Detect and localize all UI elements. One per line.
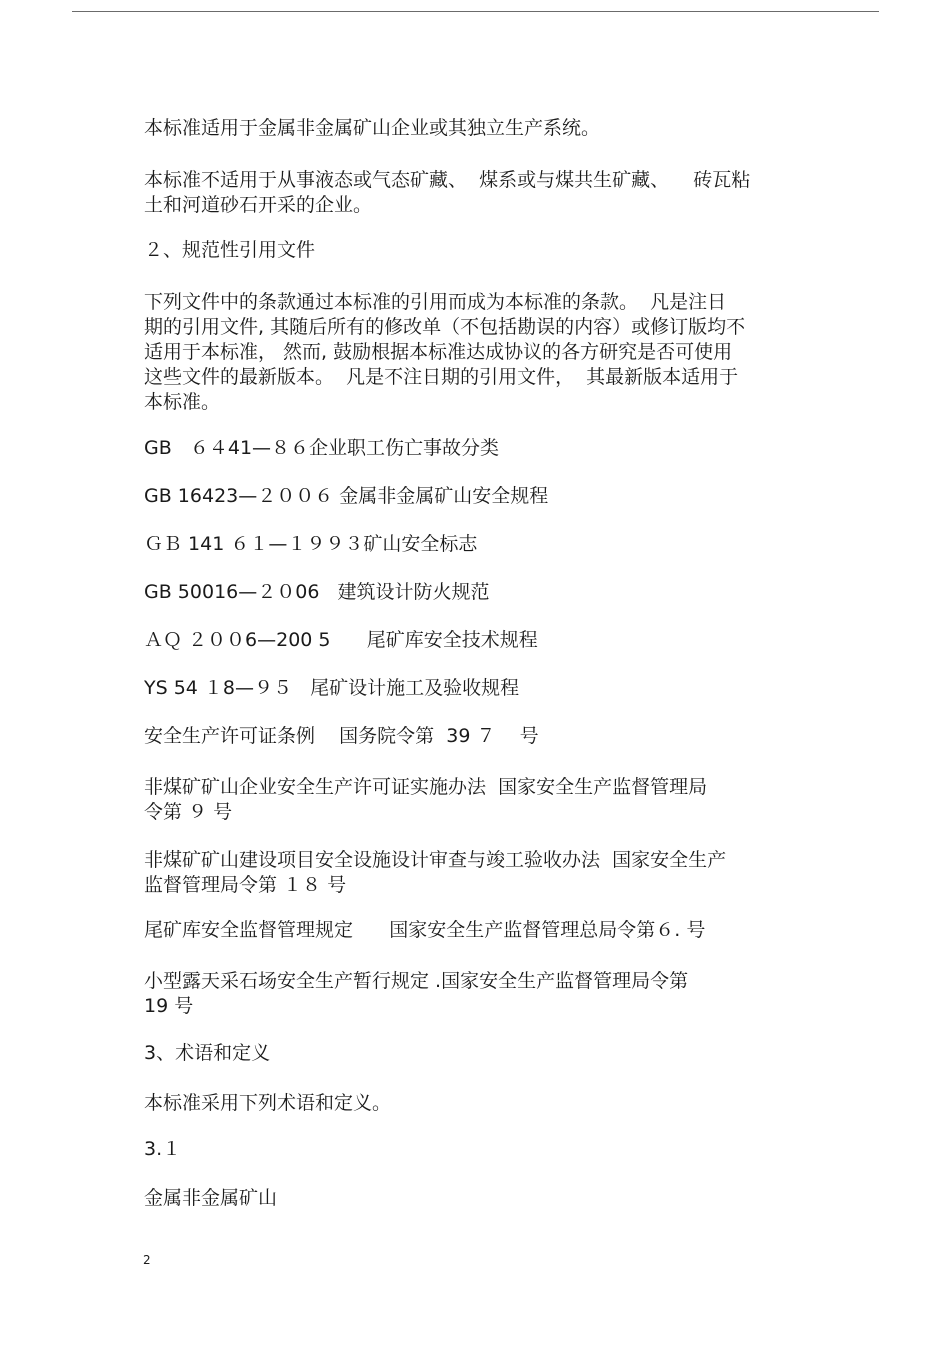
reference-item: GB 16423—２００６ 金属非金属矿山安全规程 <box>144 485 549 507</box>
reference-item: 尾矿库安全监督管理规定 国家安全生产监督管理总局令第６. 号 <box>144 919 706 941</box>
reference-item: 非煤矿矿山建设项目安全设施设计审查与竣工验收办法 国家安全生产 <box>144 849 727 871</box>
references-paragraph-line: 下列文件中的条款通过本标准的引用而成为本标准的条款。 凡是注日 <box>144 291 727 313</box>
references-paragraph-line: 这些文件的最新版本。 凡是不注日期的引用文件， 其最新版本适用于 <box>144 366 739 388</box>
scope-paragraph: 本标准适用于金属非金属矿山企业或其独立生产系统。 <box>144 117 601 139</box>
reference-item: ＧＢ 141 ６１—１９９３矿山安全标志 <box>144 533 478 555</box>
references-paragraph-line: 本标准。 <box>144 391 221 413</box>
reference-item: 非煤矿矿山企业安全生产许可证实施办法 国家安全生产监督管理局 <box>144 776 708 798</box>
reference-item: GB 50016—２０06 建筑设计防火规范 <box>144 581 490 603</box>
reference-item: GB ６４41—８６企业职工伤亡事故分类 <box>144 437 500 459</box>
term-title: 金属非金属矿山 <box>144 1187 278 1209</box>
references-paragraph-line: 适用于本标准， 然而, 鼓励根据本标准达成协议的各方研究是否可使用 <box>144 341 733 363</box>
reference-item-continuation: 监督管理局令第 １８ 号 <box>144 874 347 896</box>
reference-item: YS 54 １8—９５ 尾矿设计施工及验收规程 <box>144 677 520 699</box>
reference-item-continuation: 19 号 <box>144 995 194 1017</box>
reference-item: 小型露天采石场安全生产暂行规定 .国家安全生产监督管理局令第 <box>144 970 689 992</box>
terms-intro-paragraph: 本标准采用下列术语和定义。 <box>144 1092 392 1114</box>
exclusion-paragraph-line: 土和河道砂石开采的企业。 <box>144 194 373 216</box>
reference-item-continuation: 令第 ９ 号 <box>144 801 233 823</box>
clause-number: 3.１ <box>144 1138 182 1160</box>
section-heading-normative-references: ２、规范性引用文件 <box>144 239 316 261</box>
references-paragraph-line: 期的引用文件, 其随后所有的修改单（不包括勘误的内容）或修订版均不 <box>144 316 746 338</box>
reference-item: 安全生产许可证条例 国务院令第 39 ７ 号 <box>144 725 539 747</box>
header-rule <box>72 11 879 12</box>
reference-item: ＡＱ ２００6—200 5 尾矿库安全技术规程 <box>144 629 538 651</box>
exclusion-paragraph-line: 本标准不适用于从事液态或气态矿藏、 煤系或与煤共生矿藏、 砖瓦粘 <box>144 169 751 191</box>
page-number: 2 <box>143 1253 151 1267</box>
section-heading-terms: 3、术语和定义 <box>144 1042 271 1064</box>
